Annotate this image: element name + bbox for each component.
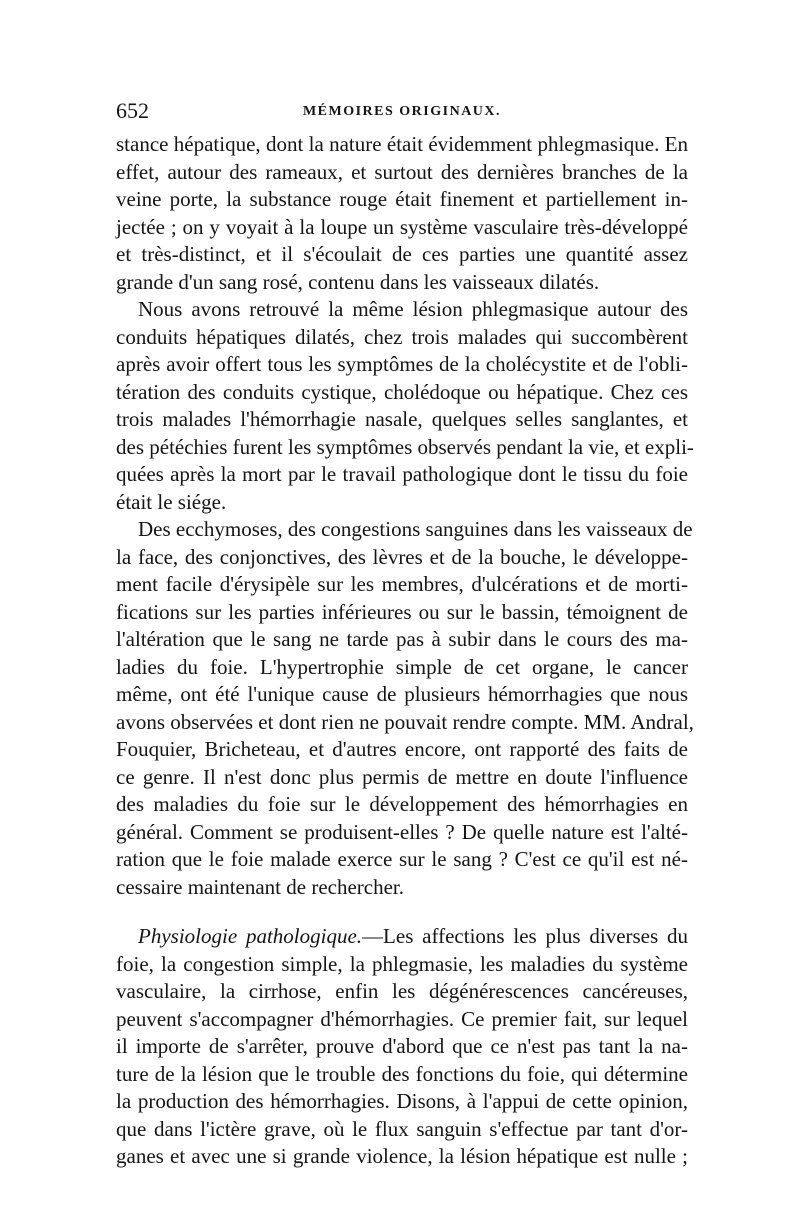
text-line: trois malades l'hémorrhagie nasale, quelques selles sanglantes, et — [116, 407, 688, 431]
text-line: conduits hépatiques dilatés, chez trois malades qui succombèrent — [116, 324, 688, 349]
text-line: ration que le foie malade exerce sur le sang ? C'est ce qu'il est né- — [116, 847, 688, 871]
text-line: ture de la lésion que le trouble des fonctions du foie, qui détermine — [116, 1061, 688, 1086]
text-line: après avoir offert tous les symptômes de la cholécystite et de l'obli- — [116, 352, 688, 376]
text-line: général. Comment se produisent-elles ? De quelle nature est l'alté- — [116, 819, 688, 844]
text-line: ment facile d'érysipèle sur les membres, d'ulcérations et de morti- — [116, 572, 688, 596]
text-line: vasculaire, la cirrhose, enfin les dégénérescences cancéreuses, — [116, 979, 688, 1003]
text-line: était le siége. — [116, 489, 227, 514]
text-line: même, ont été l'unique cause de plusieurs hémorrhagies que nous — [116, 682, 688, 706]
text-line: la production des hémorrhagies. Disons, à l'appui de cette opinion, — [116, 1089, 688, 1113]
text-line: Fouquier, Bricheteau, et d'autres encore, ont rapporté des faits de — [116, 737, 688, 761]
text-line: Nous avons retrouvé la même lésion phlegmasique autour des — [138, 297, 688, 321]
text-line: fications sur les parties inférieures ou sur le bassin, témoignent de — [116, 599, 688, 624]
text-line: jectée ; on y voyait à la loupe un système vasculaire très-développé — [116, 214, 688, 239]
text-line: ganes et avec une si grande violence, la lésion hépatique est nulle ; — [116, 1144, 688, 1168]
text-line: la face, des conjonctives, des lèvres et de la bouche, le développe- — [116, 544, 688, 569]
text-line: ce genre. Il n'est donc plus permis de mettre en doute l'influence — [116, 764, 688, 789]
text-line: et très-distinct, et il s'écoulait de ces parties une quantité assez — [116, 242, 688, 266]
text-line: grande d'un sang rosé, contenu dans les vaisseaux dilatés. — [116, 269, 600, 294]
text-line — [116, 923, 688, 951]
page-header — [116, 100, 688, 122]
text-line: effet, autour des rameaux, et surtout des dernières branches de la — [116, 159, 688, 184]
paragraph — [116, 296, 694, 516]
paragraph — [116, 131, 688, 296]
text-line: tération des conduits cystique, cholédoque ou hépatique. Chez ces — [116, 379, 688, 404]
text-line: avons observées et dont rien ne pouvait rendre compte. MM. Andral, — [116, 709, 694, 734]
text-line: des pétéchies furent les symptômes observés pendant la vie, et expli- — [116, 434, 694, 459]
text-line: ladies du foie. L'hypertrophie simple de cet organe, le cancer — [116, 654, 688, 679]
section-heading: Physiologie pathologique. — [138, 924, 363, 948]
section-paragraph — [116, 923, 688, 1171]
text-line: stance hépatique, dont la nature était évidemment phlegmasique. En — [116, 132, 688, 156]
text-line: foie, la congestion simple, la phlegmasie, les maladies du système — [116, 951, 688, 976]
text-line: l'altération que le sang ne tarde pas à subir dans le cours des ma- — [116, 627, 688, 651]
text-line: veine porte, la substance rouge était finement et partiellement in- — [116, 187, 688, 211]
text-line: peuvent s'accompagner d'hémorrhagies. Ce premier fait, sur lequel — [116, 1006, 688, 1031]
text-line: cessaire maintenant de rechercher. — [116, 874, 405, 899]
running-title: MÉMOIRES ORIGINAUX. — [302, 104, 502, 119]
page-number: 652 — [116, 98, 149, 123]
text-line: quées après la mort par le travail pathologique dont le tissu du foie — [116, 462, 688, 486]
paragraph — [116, 516, 694, 901]
section-spacer — [116, 901, 688, 923]
body-text — [116, 131, 694, 1171]
text-line: des maladies du foie sur le développement des hémorrhagies en — [116, 792, 688, 816]
text-line: il importe de s'arrêter, prouve d'abord que ce n'est pas tant la na- — [116, 1034, 688, 1058]
section-first-line: —Les affections les plus diverses du — [362, 924, 688, 948]
text-line: Des ecchymoses, des congestions sanguines dans les vaisseaux de — [138, 517, 693, 541]
text-line: que dans l'ictère grave, où le flux sanguin s'effectue par tant d'or- — [116, 1116, 688, 1141]
